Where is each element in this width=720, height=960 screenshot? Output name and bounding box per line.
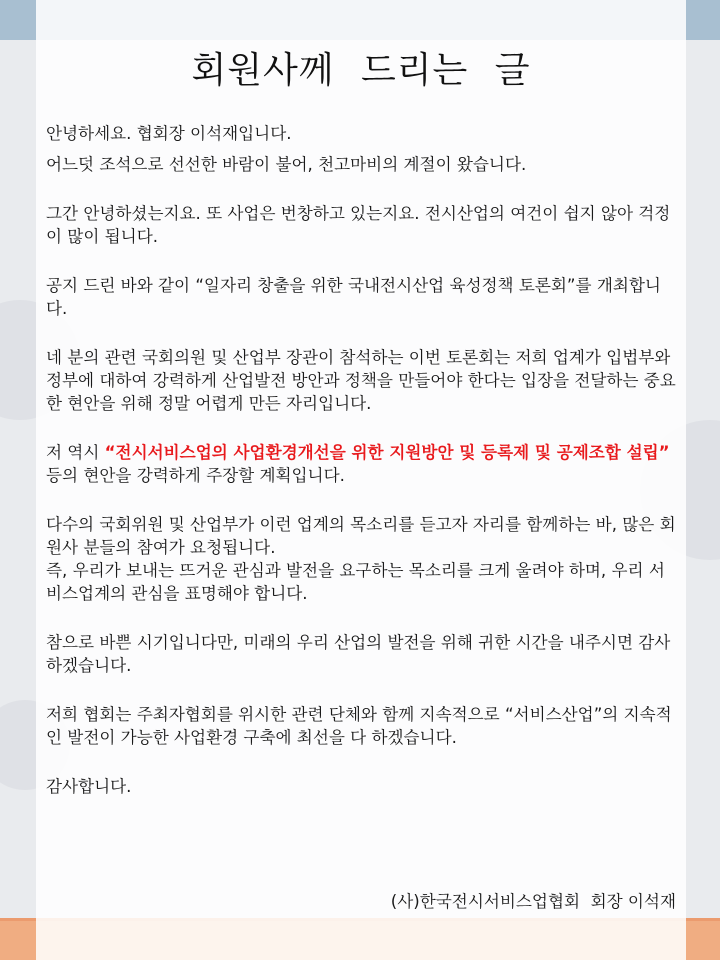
forum-purpose-paragraph: 네 분의 관련 국회의원 및 산업부 장관이 참석하는 이번 토론회는 저희 업계가 입법부와 정부에 대하여 강력하게 산업발전 방안과 정책을 만들어야 한다는 입장을 전달하는 중요한 현안을 위해 정말 어렵게 만든 자리입니다. <box>46 348 676 413</box>
wellbeing-paragraph: 그간 안녕하셨는지요. 또 사업은 번창하고 있는지요. 전시산업의 여건이 쉽지 않아 걱정이 많이 됩니다. <box>46 204 671 246</box>
agenda-prefix: 저 역시 <box>46 443 105 462</box>
participation-paragraph: 다수의 국회위원 및 산업부가 이런 업계의 목소리를 듣고자 자리를 함께하는 바, 많은 회원사 분들의 참여가 요청됩니다. <box>46 515 676 557</box>
greeting-paragraph: 안녕하세요. 협회장 이석재입니다. <box>46 124 292 143</box>
voice-paragraph: 즉, 우리가 보내는 뜨거운 관심과 발전을 요구하는 목소리를 크게 울려야 하며, 우리 서비스업계의 관심을 표명해야 합니다. <box>46 561 665 603</box>
season-paragraph: 어느덧 조석으로 선선한 바람이 불어, 천고마비의 계절이 왔습니다. <box>46 155 527 174</box>
commitment-paragraph: 저희 협회는 주최자협회를 위시한 관련 단체와 함께 지속적으로 “서비스산업”의 지속적인 발전이 가능한 사업환경 구축에 최선을 다 하겠습니다. <box>46 705 672 747</box>
signature: (사)한국전시서비스업협회 회장 이석재 <box>390 892 676 911</box>
forum-notice-paragraph: 공지 드린 바와 같이 “일자리 창출을 위한 국내전시산업 육성정책 토론회”를 개최합니다. <box>46 276 661 318</box>
letter-body <box>46 122 680 798</box>
agenda-suffix: 등의 현안을 강력하게 주장할 계획입니다. <box>46 466 345 485</box>
request-paragraph: 참으로 바쁜 시기입니다만, 미래의 우리 산업의 발전을 위해 귀한 시간을 내주시면 감사하겠습니다. <box>46 633 671 675</box>
agenda-highlight: “전시서비스업의 사업환경개선을 위한 지원방안 및 등록제 및 공제조합 설립” <box>104 443 670 462</box>
agenda-paragraph <box>46 441 680 487</box>
page-title: 회원사께 드리는 글 <box>191 50 531 91</box>
thanks-paragraph: 감사합니다. <box>46 777 132 796</box>
